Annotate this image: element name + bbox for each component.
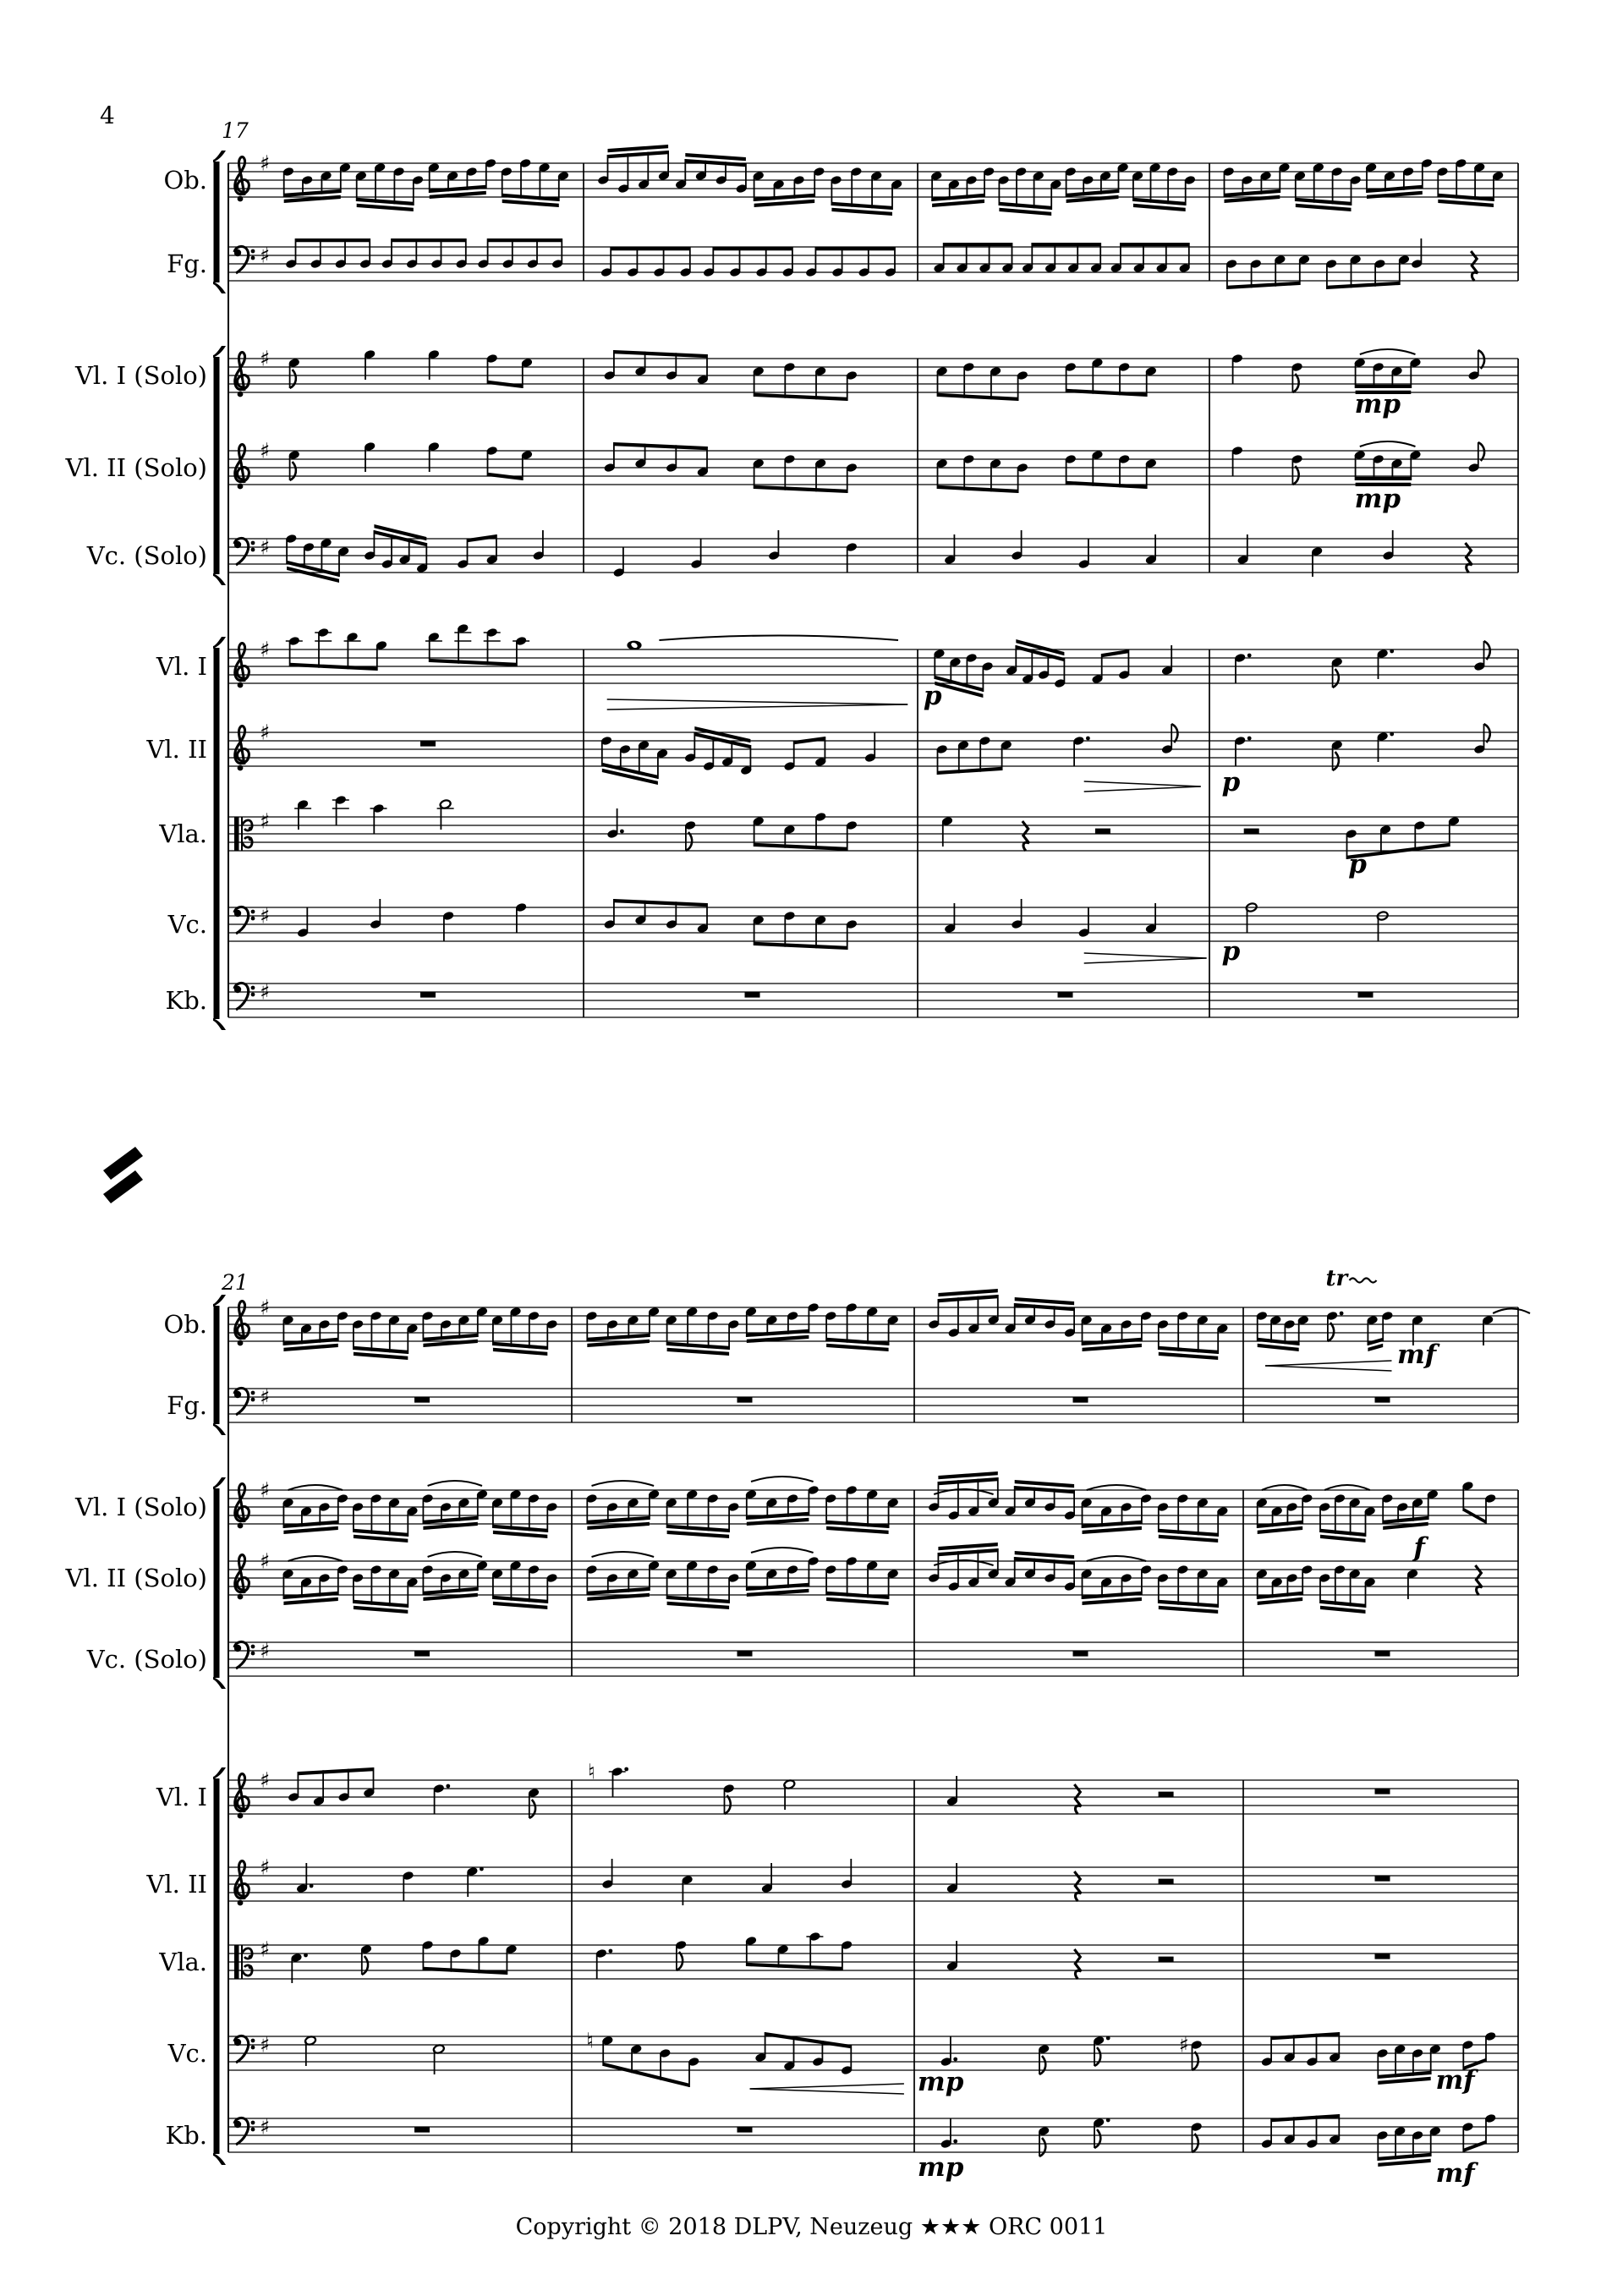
svg-text:♯: ♯ xyxy=(259,720,271,745)
dynamic-p: p xyxy=(923,681,942,711)
svg-text:♯: ♯ xyxy=(1178,2032,1189,2058)
svg-text:♯: ♯ xyxy=(259,1855,271,1880)
svg-text:♯: ♯ xyxy=(259,1638,271,1663)
instrument-label-kb-2: Kb. xyxy=(165,2121,207,2150)
instrument-label-vc-1: Vc. xyxy=(167,910,207,939)
svg-text:♮: ♮ xyxy=(586,2028,595,2053)
copyright-line: Copyright © 2018 DLPV, Neuzeug ★★★ ORC 0011 xyxy=(515,2214,1108,2240)
staff-vl-ii-s2 xyxy=(228,1855,1518,1906)
svg-text:♯: ♯ xyxy=(259,1937,271,1962)
staff-kb-s1 xyxy=(228,980,1518,1018)
svg-text:♯: ♯ xyxy=(259,1384,271,1410)
dynamic-mf: mf xyxy=(1397,1340,1437,1370)
staff-vla-s2 xyxy=(228,1937,1518,1980)
svg-text:♯: ♯ xyxy=(259,808,271,834)
staff-vc-s1 xyxy=(228,904,1518,942)
staff-vl-i-solo-s1 xyxy=(228,347,1518,397)
staff-ob-s2 xyxy=(228,1296,1518,1346)
svg-text:♯: ♯ xyxy=(259,1295,271,1320)
staff-vl-ii-solo-s2 xyxy=(228,1549,1518,1600)
svg-text:♯: ♯ xyxy=(259,1548,271,1574)
instrument-label-ob-2: Ob. xyxy=(163,1310,207,1339)
dynamic-f: f xyxy=(1413,1532,1425,1563)
instrument-label-vc-2: Vc. xyxy=(167,2039,207,2068)
instrument-label-fg-2: Fg. xyxy=(167,1391,207,1420)
instrument-label-vl2-solo-1: Vl. II (Solo) xyxy=(65,453,207,482)
instrument-label-vl1-solo-1: Vl. I (Solo) xyxy=(74,361,207,390)
svg-text:♯: ♯ xyxy=(259,903,271,929)
svg-text:♯: ♯ xyxy=(259,1477,271,1503)
staff-vl-i-s2 xyxy=(228,1768,1518,1819)
svg-text:♯: ♯ xyxy=(259,2032,271,2058)
staff-vc-solo-s2 xyxy=(228,1639,1518,1677)
dynamic-p: p xyxy=(1221,767,1241,797)
svg-text:♯: ♯ xyxy=(259,979,271,1005)
svg-text:♯: ♯ xyxy=(259,151,271,176)
staff-fg-s2 xyxy=(228,1385,1518,1423)
svg-text:♯: ♯ xyxy=(259,243,271,268)
svg-text:♯: ♯ xyxy=(259,2114,271,2140)
staff-vl-i-solo-s2 xyxy=(228,1478,1518,1529)
page-number: 4 xyxy=(100,101,115,129)
system-1 xyxy=(213,145,1518,1030)
dynamic-mp: mp xyxy=(1354,484,1401,514)
svg-text:♯: ♯ xyxy=(259,637,271,662)
system-2 xyxy=(213,1266,1530,2189)
instrument-label-vl2-solo-2: Vl. II (Solo) xyxy=(65,1564,207,1592)
measure-number-21: 21 xyxy=(222,1270,249,1295)
dynamic-mp: mp xyxy=(917,2067,964,2097)
instrument-label-vl1-solo-2: Vl. I (Solo) xyxy=(74,1493,207,1521)
dynamic-mp: mp xyxy=(917,2152,964,2183)
instrument-label-vla-2: Vla. xyxy=(159,1948,207,1976)
instrument-label-vl1-1: Vl. I xyxy=(156,652,207,681)
instrument-label-kb-1: Kb. xyxy=(165,986,207,1015)
staff-vl-ii-solo-s1 xyxy=(228,439,1518,490)
svg-text:♮: ♮ xyxy=(588,1759,595,1784)
instrument-label-vla-1: Vla. xyxy=(159,819,207,848)
dynamic-mp: mp xyxy=(1354,389,1401,419)
dynamic-p: p xyxy=(1348,849,1367,879)
instrument-label-vl2-1: Vl. II xyxy=(146,735,207,764)
measure-number-17: 17 xyxy=(222,118,249,143)
dynamic-p: p xyxy=(1221,936,1241,967)
dynamic-mf: mf xyxy=(1435,2158,1475,2189)
instrument-label-vl2-2: Vl. II xyxy=(146,1870,207,1899)
instrument-label-vl1-2: Vl. I xyxy=(156,1783,207,1811)
instrument-label-fg-1: Fg. xyxy=(167,249,207,278)
staff-vla-s1 xyxy=(228,809,1518,852)
staff-vl-i-s1 xyxy=(228,638,1518,688)
dynamic-mf: mf xyxy=(1435,2065,1475,2096)
system-separator-mark xyxy=(103,1147,143,1203)
svg-text:♯: ♯ xyxy=(259,534,271,560)
staff-vc-s2 xyxy=(228,2033,1518,2071)
instrument-label-vc-solo-1: Vc. (Solo) xyxy=(86,541,207,570)
instrument-label-ob-1: Ob. xyxy=(163,166,207,195)
trill-mark: tr xyxy=(1325,1266,1348,1291)
instrument-label-vc-solo-2: Vc. (Solo) xyxy=(86,1645,207,1674)
svg-text:♯: ♯ xyxy=(259,438,271,463)
staff-kb-s2 xyxy=(228,2115,1518,2153)
svg-text:♯: ♯ xyxy=(259,1767,271,1793)
svg-text:♯: ♯ xyxy=(259,346,271,371)
